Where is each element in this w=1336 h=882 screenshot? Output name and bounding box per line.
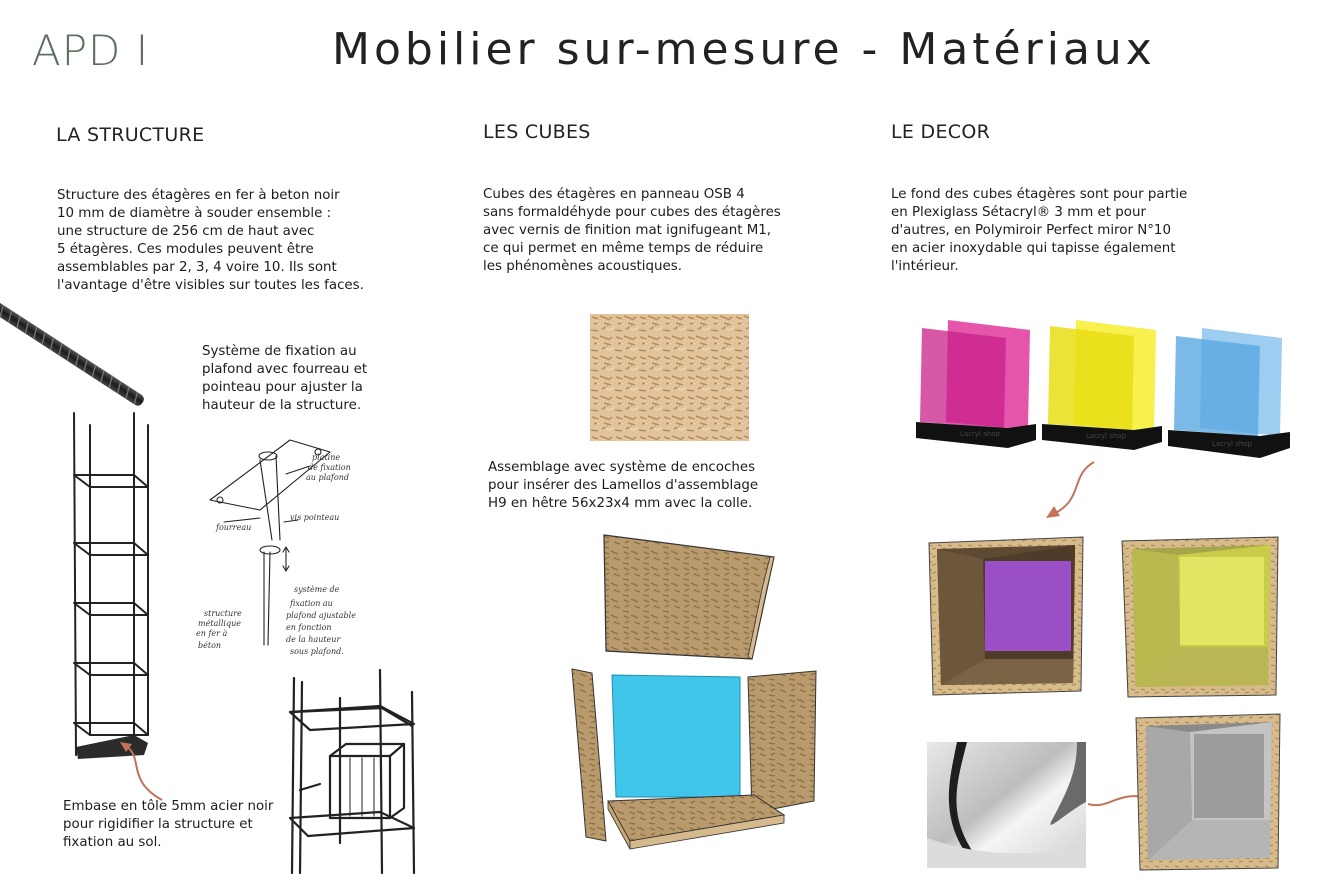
label-struct-3: en fer à xyxy=(196,629,228,638)
osb-top-panel xyxy=(602,533,777,663)
label-sys-1: système de xyxy=(294,585,340,594)
label-sys-5: de la hauteur xyxy=(286,635,341,644)
sample-yellow xyxy=(1042,320,1162,450)
label-vis: vis pointeau xyxy=(290,513,340,522)
decor-arrow-down xyxy=(1040,458,1100,523)
base-arrow xyxy=(120,740,180,810)
cube-mirror xyxy=(1134,712,1282,872)
cubes-paragraph: Cubes des étagères en panneau OSB 4 sans formaldéhyde pour cubes des étagères avec vernis de finition mat ignifugeant M1, ce qui permet en même temps de réduire les phénomènes acoustiques. xyxy=(483,187,781,274)
shelf-sketch xyxy=(280,668,425,878)
brand-label-blue: Lacryl shop xyxy=(1212,440,1253,448)
sample-magenta xyxy=(916,320,1036,448)
brand-label-yellow: Lacryl shop xyxy=(1086,432,1127,440)
brand-label-magenta: Lacryl shop xyxy=(960,430,1001,438)
structure-paragraph: Structure des étagères en fer à beton noir 10 mm de diamètre à souder ensemble : une structure de 256 cm de haut avec 5 étagères. Ces modules peuvent être assemblables par 2, 3, 4 voire 10. Ils sont l'avantage d'être visibles sur toutes les faces. xyxy=(57,188,364,293)
label-sys-6: sous plafond. xyxy=(290,647,344,656)
label-sys-3: plafond ajustable xyxy=(286,611,356,620)
osb-exploded-cube xyxy=(568,665,820,850)
cube-purple-back xyxy=(927,535,1085,697)
polymiroir-photo xyxy=(927,742,1086,868)
steel-structure-render xyxy=(60,405,170,770)
label-fourreau: fourreau xyxy=(216,523,252,532)
fixation-note: Système de fixation au plafond avec fourreau et pointeau pour ajuster la hauteur de la structure. xyxy=(202,344,368,413)
osb-sample xyxy=(590,314,749,441)
label-platine-3: au plafond xyxy=(306,473,349,482)
rebar-photo xyxy=(0,300,160,410)
plexiglass-samples xyxy=(912,318,1292,463)
decor-heading: LE DECOR xyxy=(891,121,991,143)
label-struct-1: structure xyxy=(204,609,242,618)
structure-heading: LA STRUCTURE xyxy=(56,124,205,146)
page-title: Mobilier sur-mesure - Matériaux xyxy=(332,24,1156,75)
label-platine-1: platine xyxy=(312,453,341,462)
base-note: Embase en tôle 5mm acier noir pour rigidifier la structure et fixation au sol. xyxy=(63,799,274,850)
assembly-note: Assemblage avec système de encoches pour insérer des Lamellos d'assemblage H9 en hêtre 56x23x4 mm avec la colle. xyxy=(488,460,759,511)
label-sys-4: en fonction xyxy=(286,623,332,632)
label-struct-4: béton xyxy=(198,641,222,650)
fixation-sketch xyxy=(190,430,370,660)
sample-blue xyxy=(1168,328,1290,458)
cube-yellow-back xyxy=(1120,535,1280,700)
label-struct-2: métallique xyxy=(198,619,241,628)
label-platine-2: de fixation xyxy=(308,463,351,472)
decor-paragraph: Le fond des cubes étagères sont pour partie en Plexiglass Sétacryl® 3 mm et pour d'autres, en Polymiroir Perfect miror N°10 en acier inoxydable qui tapisse également l'intérieur. xyxy=(891,187,1188,274)
label-sys-2: fixation au xyxy=(290,599,333,608)
cubes-heading: LES CUBES xyxy=(483,121,591,143)
project-code: APD I xyxy=(32,26,150,75)
